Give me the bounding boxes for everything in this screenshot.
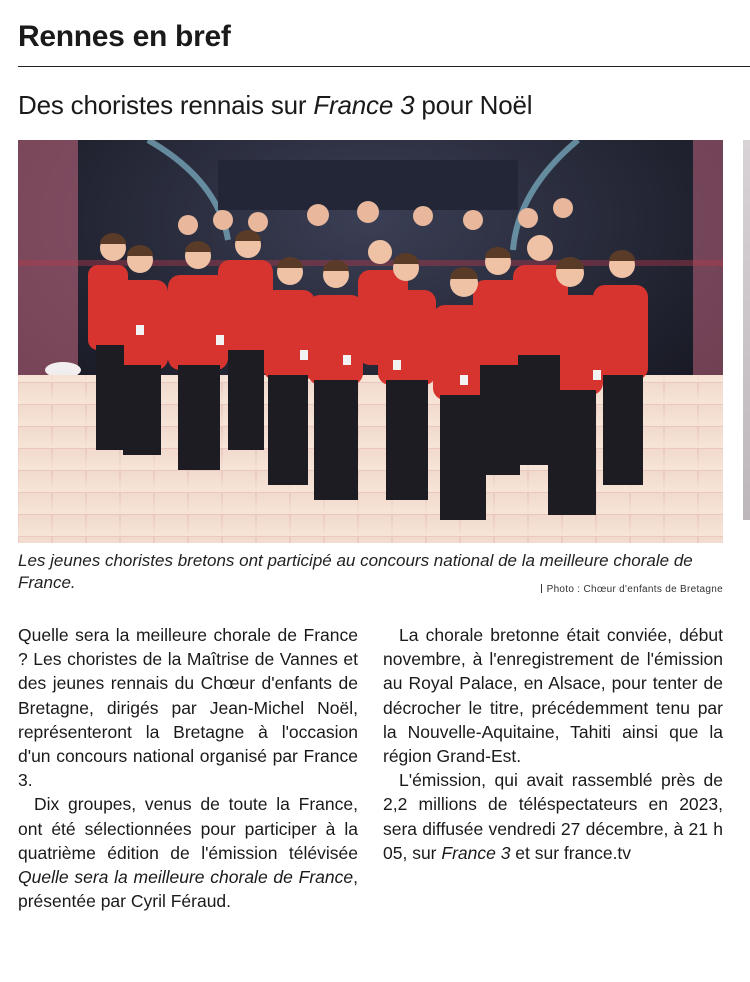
- article-headline: [18, 90, 532, 121]
- headline-text-start: Des choristes rennais sur: [18, 90, 314, 120]
- photo-credit-text: Photo : Chœur d'enfants de Bretagne: [546, 584, 723, 595]
- channel-name: France 3: [441, 842, 511, 863]
- paragraph: [18, 792, 358, 913]
- paragraph-text: , présentée par Cyril Féraud.: [18, 867, 358, 912]
- article-column-right: [383, 623, 723, 865]
- paragraph-text: L'émission, qui avait rassemblé près de 2,2 millions de téléspectateurs en 2023, sera diffusée vendredi 27 décembre, à 21 h 05, sur: [383, 770, 723, 863]
- adjacent-page-edge: [743, 140, 750, 520]
- photo-credit: [541, 584, 723, 595]
- headline-channel-name: France 3: [313, 90, 415, 120]
- headline-text-end: pour Noël: [414, 90, 533, 120]
- paragraph: La chorale bretonne était conviée, début novembre, à l'enregistrement de l'émission au Royal Palace, en Alsace, pour tenter de décrocher le titre, précédemment tenu par la Nouvelle-Aquitaine, Tahiti ainsi que la région Grand-Est.: [383, 625, 723, 767]
- paragraph: [383, 768, 723, 865]
- section-title: Rennes en bref: [18, 20, 231, 53]
- photo-caption: Les jeunes choristes bretons ont participé au concours national de la meilleure chorale de France.: [18, 551, 693, 592]
- credit-divider: [541, 584, 542, 593]
- paragraph-text: Dix groupes, venus de toute la France, ont été sélectionnées pour participer à la quatrième édition de l'émission télévisée: [18, 794, 358, 863]
- show-title: Quelle sera la meilleure chorale de France: [18, 867, 354, 888]
- choir-photo-illustration: [18, 140, 723, 543]
- choir-photo: [18, 140, 723, 543]
- section-divider: [18, 66, 750, 67]
- paragraph: Quelle sera la meilleure chorale de France ? Les choristes de la Maîtrise de Vannes et des jeunes rennais du Chœur d'enfants de Bretagne, dirigés par Jean-Michel Noël, représenteront la Bretagne à l'occasion d'un concours national organisé par France 3.: [18, 625, 358, 791]
- article-column-left: [18, 623, 358, 913]
- paragraph-text: et sur france.tv: [510, 842, 632, 863]
